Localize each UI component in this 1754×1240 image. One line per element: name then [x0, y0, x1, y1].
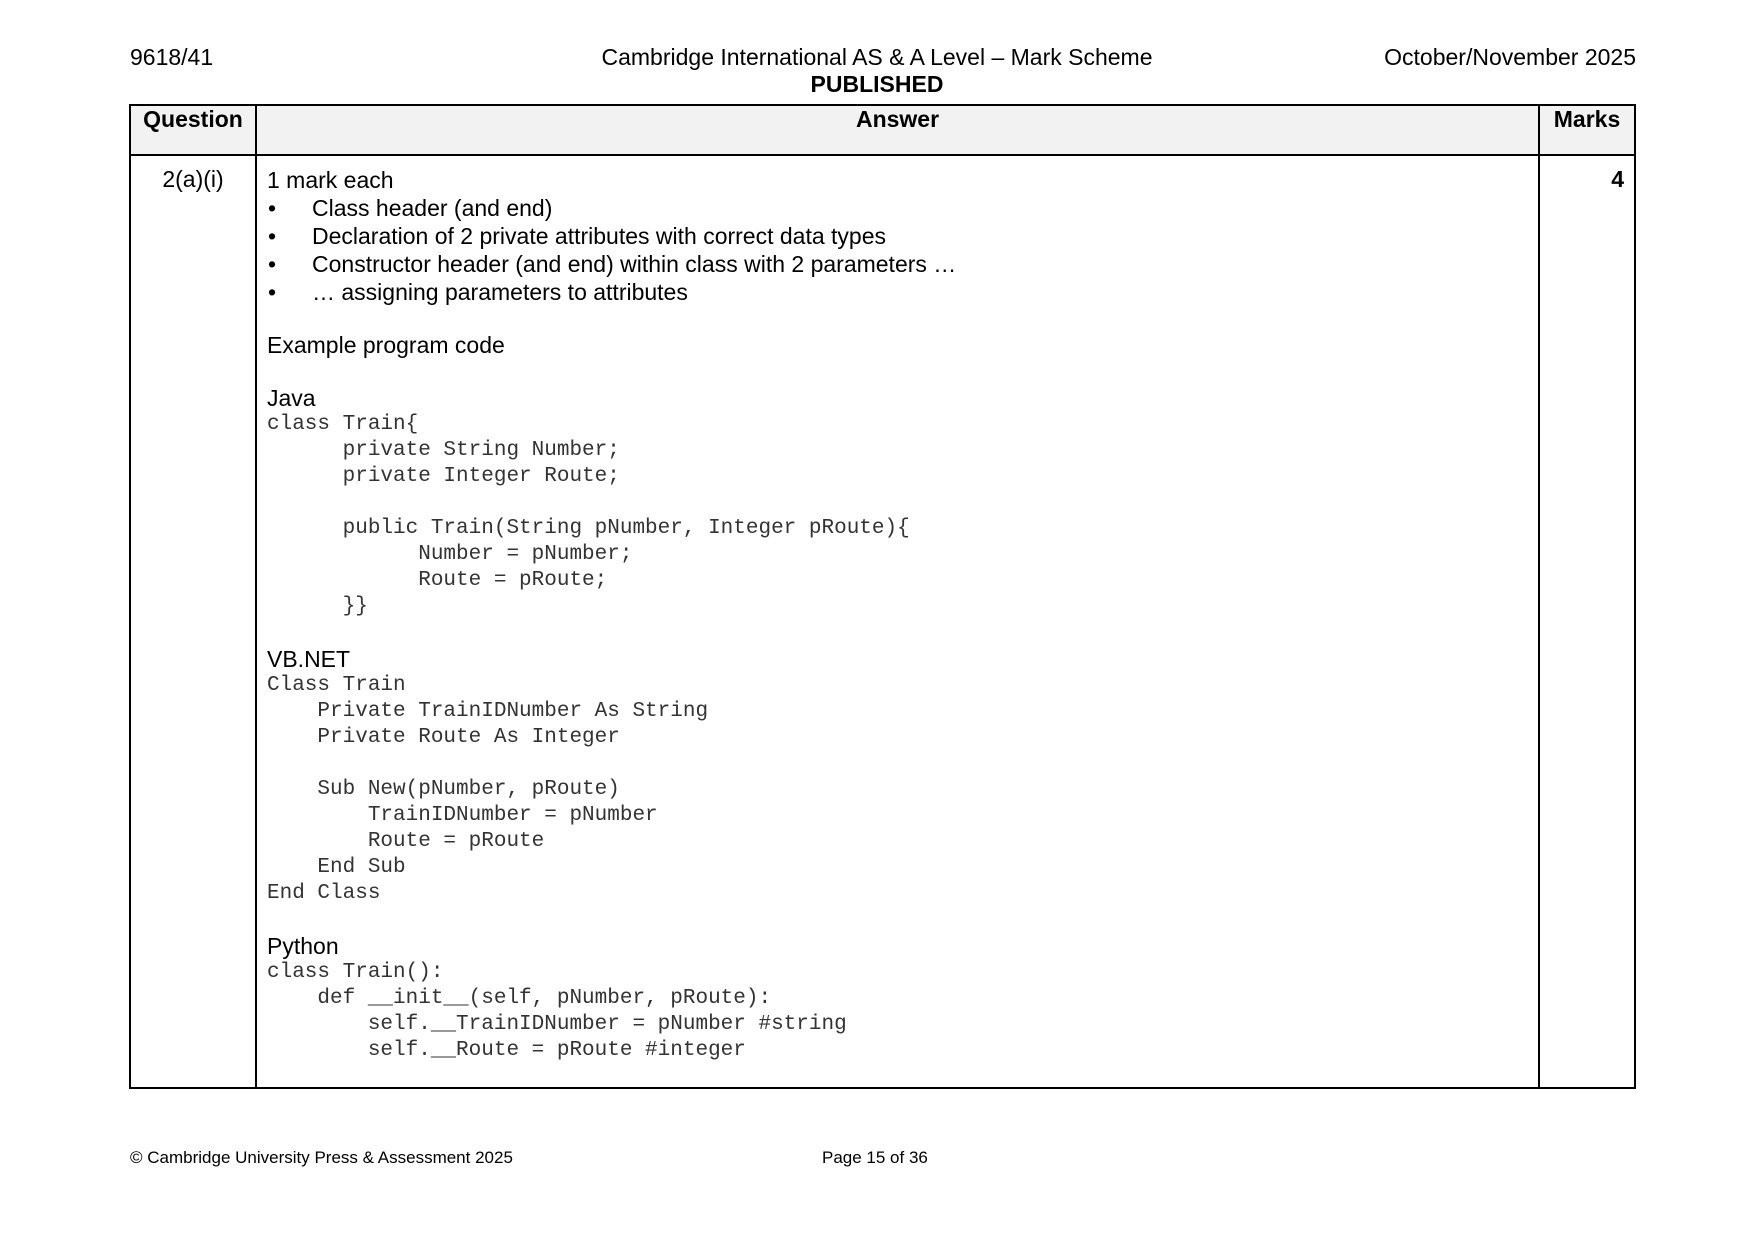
page-number: Page 15 of 36 — [822, 1148, 928, 1167]
bullet-icon: • — [268, 195, 277, 221]
python-label: Python — [267, 933, 339, 959]
java-label: Java — [267, 385, 316, 411]
java-code-block: class Train{ private String Number; private Integer Route; public Train(String pNumber, Integer pRoute){ Number = pNumber; Route = pRoute; }} — [267, 413, 910, 618]
vbnet-label: VB.NET — [267, 646, 351, 672]
mark-point: • … assigning parameters to attributes — [268, 279, 688, 305]
mark-point: • Class header (and end) — [268, 195, 553, 221]
answer-cell — [256, 155, 1539, 1088]
vbnet-code-block: Class Train Private TrainIDNumber As String Private Route As Integer Sub New(pNumber, pRoute) TrainIDNumber = pNumber Route = pRoute End Sub End Class — [267, 674, 709, 905]
question-number: 2(a)(i) — [130, 155, 256, 1088]
document-title: Cambridge International AS & A Level – Mark Scheme — [601, 44, 1153, 70]
mark-points-list — [267, 194, 1528, 306]
bullet-icon: • — [268, 223, 277, 249]
bullet-icon: • — [268, 279, 277, 305]
table-header-row — [130, 105, 1635, 155]
question-column-header: Question — [130, 105, 256, 155]
bullet-icon: • — [268, 251, 277, 277]
copyright-notice: © Cambridge University Press & Assessment 2025 — [130, 1148, 513, 1167]
marks-value: 4 — [1539, 155, 1635, 1088]
mark-point: • Declaration of 2 private attributes with correct data types — [268, 223, 887, 249]
marks-column-header: Marks — [1539, 105, 1635, 155]
mark-intro: 1 mark each — [267, 167, 394, 193]
paper-code: 9618/41 — [130, 44, 214, 70]
mark-point: • Constructor header (and end) within class with 2 parameters … — [268, 251, 957, 277]
published-label: PUBLISHED — [810, 71, 944, 97]
exam-session: October/November 2025 — [1384, 44, 1636, 70]
table-row — [130, 155, 1635, 1088]
mark-scheme-table — [129, 104, 1636, 1089]
example-label: Example program code — [267, 332, 505, 358]
answer-column-header: Answer — [256, 105, 1539, 155]
python-code-block: class Train(): def __init__(self, pNumber, pRoute): self.__TrainIDNumber = pNumber #string self.__Route = pRoute #integer — [267, 961, 847, 1062]
